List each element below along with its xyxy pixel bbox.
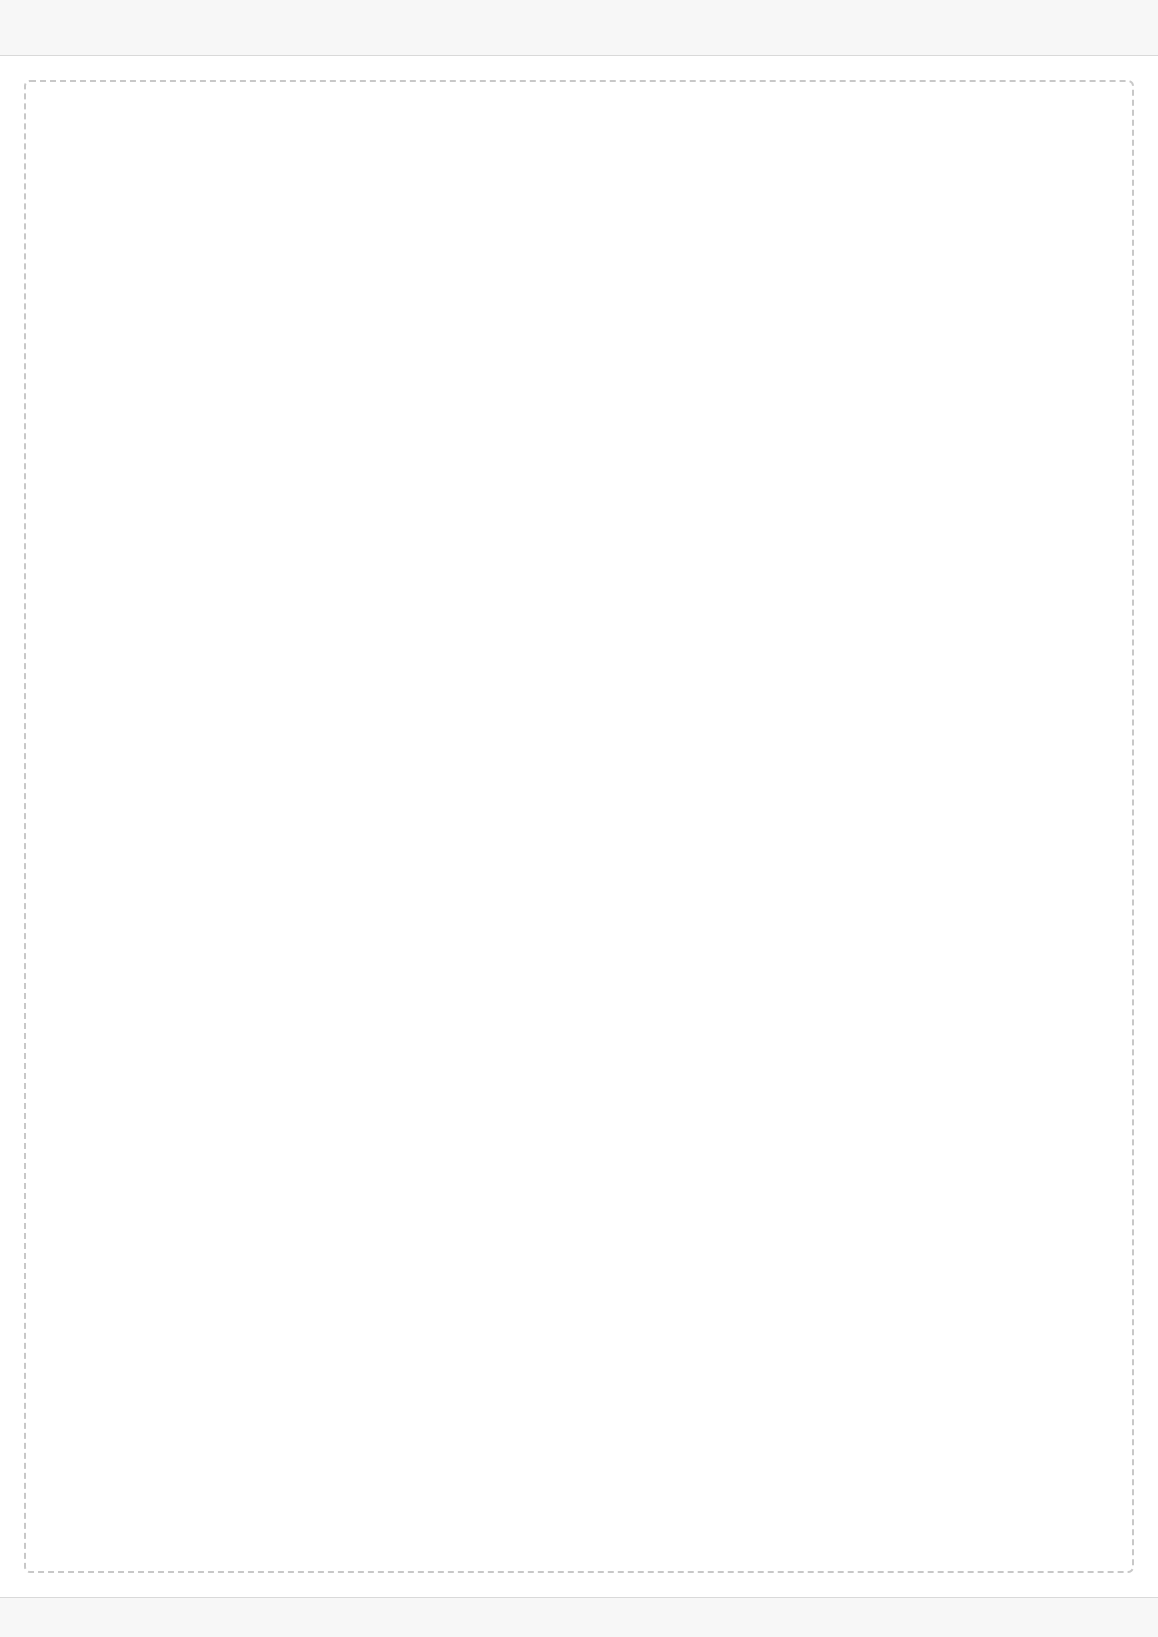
header [0,0,1158,56]
main-content [0,56,1158,1597]
footer [0,1597,1158,1637]
content-panel [24,80,1134,1573]
